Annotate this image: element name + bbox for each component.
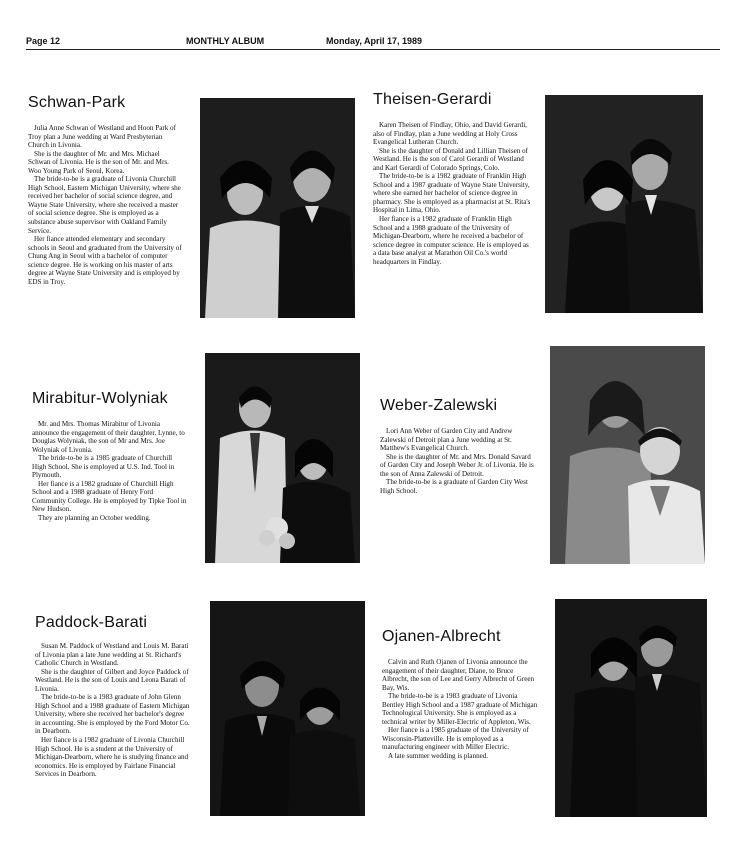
announcement-body: Calvin and Ruth Ojanen of Livonia announce the engagement of their daughter, Diane, to Bruce Albrecht, the son of Lee and Gerry Albrecht of Green Bay, Wis. The bride-to-be is a 1983 graduate of Livonia Bentley High School and a 1987 graduate of Michigan Technological University. She is employed as a technical writer by Miller-Electric of Appleton, Wis. Her fiance is a 1985 graduate of the University of Wisconsin-Platteville. He is employed as a manufacturing engineer with Miller Electric. A late summer wedding is planned. bbox=[382, 658, 538, 761]
page-number: Page 12 bbox=[26, 36, 61, 46]
announcement-body: Karen Theisen of Findlay, Ohio, and David Gerardi, also of Findlay, plan a June wedding at Holy Cross Evangelical Lutheran Church. She is the daughter of Donald and Lillian Theisen of Westland. He is the son of Carol Gerardi of Westland and Karl Gerardi of Colorado Springs, Colo. The bride-to-be is a 1982 graduate of Franklin High School and a 1987 graduate of Wayne State University, where she earned her bachelor of science degree in pharmacy. She is employed as a pharmacist at St. Rita's Hospital in Lima, Ohio. Her fiance is a 1982 graduate of Franklin High School and a 1988 graduate of the University of Michigan-Dearborn, where he received a bachelor of science degree in computer science. He is employed as a data base analyst at Marathon Oil Co.'s world headquarters in Findlay. bbox=[373, 121, 531, 266]
engagement-photo bbox=[205, 353, 360, 563]
engagement-photo bbox=[555, 599, 707, 817]
announcement-body: Lori Ann Weber of Garden City and Andrew Zalewski of Detroit plan a June wedding at St. Matthew's Evangelical Church. She is the daughter of Mr. and Mrs. Donald Savard of Garden City and Joseph Weber Jr. of Livonia. He is the son of Anna Zalewski of Detroit. The bride-to-be is a graduate of Garden City West High School. bbox=[380, 427, 534, 495]
announcement-title: Weber-Zalewski bbox=[380, 397, 498, 414]
announcement-body: Mr. and Mrs. Thomas Mirabitur of Livonia announce the engagement of their daughter, Lynne, to Douglas Wolyniak, the son of Mr and Mrs. Joe Wolyniak of Livonia. The bride-to-be is a 1985 graduate of Churchill High School. She is employed at U.S. Ind. Tool in Plymouth. Her fiance is a 1982 graduate of Churchill High School and a 1988 graduate of Henry Ford Community College. He is employed by Tipke Tool in New Hudson. They are planning an October wedding. bbox=[32, 420, 187, 523]
issue-date: Monday, April 17, 1989 bbox=[326, 36, 423, 46]
announcement-title: Schwan-Park bbox=[28, 94, 126, 111]
engagement-photo bbox=[210, 601, 365, 816]
engagement-photo bbox=[550, 346, 705, 564]
announcement-title: Ojanen-Albrecht bbox=[382, 628, 501, 645]
engagement-photo bbox=[545, 95, 703, 313]
section-title: MONTHLY ALBUM bbox=[186, 36, 265, 46]
announcement-body: Susan M. Paddock of Westland and Louis M. Barati of Livonia plan a late June wedding at St. Richard's Catholic Church in Westland. She is the daughter of Gilbert and Joyce Paddock of Westland. He is the son of Louis and Leona Barati of Livonia. The bride-to-be is a 1983 graduate of John Glenn High School and a 1988 graduate of Eastern Michigan University, where she received her bachelor's degree in accounting. She is employed by the Ford Motor Co. in Dearborn. Her fiance is a 1982 graduate of Livonia Churchill High School. He is a student at the University of Michigan-Dearborn, where he is studying finance and economics. He is employed by Fairlane Financial Services in Dearborn. bbox=[35, 642, 190, 779]
announcement-title: Theisen-Gerardi bbox=[373, 91, 492, 108]
announcement-body: Julia Anne Schwan of Westland and Hoon Park of Troy plan a June wedding at Ward Presbyterian Church in Livonia. She is the daughter of Mr. and Mrs. Michael Schwan of Livonia. He is the son of Mr. and Mrs. Woo Young Park of Seoul, Korea. The bride-to-be is a graduate of Livonia Churchill High School, Eastern Michigan University, where she received her bachelor of social science degree, and Wayne State University, where she received a master of social science degree. She is employed as a substance abuse supervisor with Oakland Family Service. Her fiance attended elementary and secondary schools in Seoul and graduated from the University of Chung Ang in Seoul with a bachelor of computer science degree. He is working on his master of arts degree at Wayne State University and is employed by EDS in Troy. bbox=[28, 124, 182, 286]
engagement-photo bbox=[200, 98, 355, 318]
announcement-title: Paddock-Barati bbox=[35, 614, 148, 631]
header-rule bbox=[26, 49, 720, 50]
announcement-title: Mirabitur-Wolyniak bbox=[32, 390, 168, 407]
page-header bbox=[26, 36, 716, 50]
